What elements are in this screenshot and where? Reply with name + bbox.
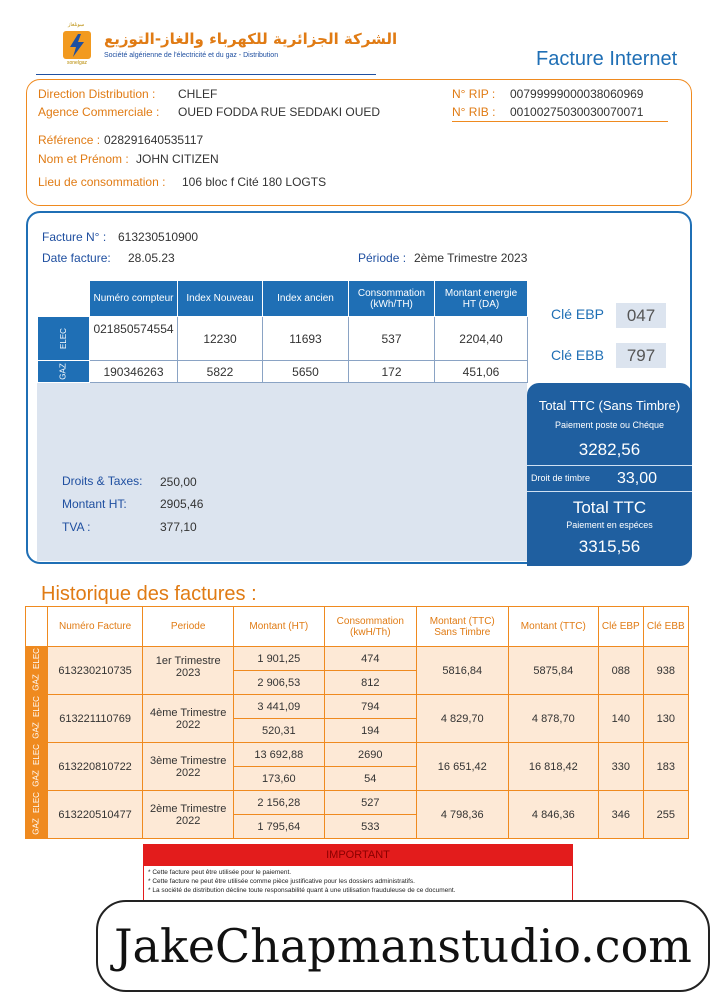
elec-tag: ELEC xyxy=(26,791,48,815)
hist-periode: 1er Trimestre 2023 xyxy=(143,647,234,695)
cle-ebp-value: 047 xyxy=(616,303,666,328)
direction-value: CHLEF xyxy=(178,87,218,101)
hist-col-facture: Numéro Facture xyxy=(47,607,142,647)
total-divider xyxy=(527,465,692,466)
table-row xyxy=(26,647,689,671)
cell-compteur: 021850574554 xyxy=(90,317,178,361)
meter-table xyxy=(37,280,528,383)
cell-index-ancien: 11693 xyxy=(263,317,349,361)
summary-area xyxy=(37,383,527,561)
hist-col-cle-ebp: Clé EBP xyxy=(599,607,643,647)
col-consommation: Consommation (kWh/TH) xyxy=(349,281,435,317)
hist-ttc-sans: 5816,84 xyxy=(417,647,509,695)
cell-compteur: 190346263 xyxy=(90,361,178,383)
paiement-poste-label: Paiement poste ou Chéque xyxy=(554,420,665,430)
table-row xyxy=(26,743,689,767)
droit-timbre-value: 33,00 xyxy=(617,470,658,487)
cell-montant: 451,06 xyxy=(435,361,528,383)
gaz-tag: GAZ xyxy=(26,671,48,695)
elec-tag: ELEC xyxy=(26,743,48,767)
cell-consommation: 172 xyxy=(349,361,435,383)
logo-top-text: سونلغاز xyxy=(68,22,85,28)
col-montant-energie: Montant energie HT (DA) xyxy=(435,281,528,317)
lieu-label: Lieu de consommation : xyxy=(38,175,166,189)
gaz-tag: GAZ xyxy=(26,767,48,791)
company-name-arabic: الشركة الجزائرية للكهرباء والغاز-التوزيع xyxy=(104,30,398,48)
periode-value: 2ème Trimestre 2023 xyxy=(414,251,528,265)
company-name-french: Société algérienne de l'électricité et du gaz - Distribution xyxy=(104,52,279,59)
rib-value: 00100275030030070071 xyxy=(510,105,644,119)
history-table xyxy=(25,606,689,839)
cell-consommation: 537 xyxy=(349,317,435,361)
row-type-tag: GAZ xyxy=(38,361,90,383)
droit-timbre-label: Droit de timbre xyxy=(531,473,591,483)
facture-number-label: Facture N° : xyxy=(42,230,107,244)
direction-label: Direction Distribution : xyxy=(38,87,156,101)
agence-label: Agence Commerciale : xyxy=(38,105,160,119)
tva-value: 377,10 xyxy=(160,520,197,534)
lieu-value: 106 bloc f Cité 180 LOGTS xyxy=(182,175,327,189)
elec-tag: ELEC xyxy=(26,695,48,719)
rib-underline xyxy=(452,121,668,122)
cle-ebb-value: 797 xyxy=(616,343,666,368)
hist-elec-ht: 3 441,09 xyxy=(234,695,325,719)
rip-value: 00799999000038060969 xyxy=(510,87,644,101)
name-value: JOHN CITIZEN xyxy=(136,152,219,166)
facture-number-value: 613230510900 xyxy=(118,230,199,244)
name-label: Nom et Prénom : xyxy=(38,152,129,166)
ttc-label: Total TTC xyxy=(572,498,647,517)
droits-taxes-value: 250,00 xyxy=(160,475,197,489)
hist-ttc-sans: 16 651,42 xyxy=(417,743,509,791)
montant-ht-label: Montant HT: xyxy=(62,497,127,511)
ttc-value: 3315,56 xyxy=(578,537,641,556)
reference-label: Référence : xyxy=(38,133,101,147)
hist-gaz-ht: 520,31 xyxy=(234,719,325,743)
col-index-nouveau: Index Nouveau xyxy=(178,281,263,317)
montant-ht-value: 2905,46 xyxy=(160,497,204,511)
hist-ebp: 346 xyxy=(599,791,643,839)
hist-ebb: 938 xyxy=(643,647,688,695)
watermark-banner xyxy=(96,900,710,992)
hist-ebb: 183 xyxy=(643,743,688,791)
hist-ebp: 330 xyxy=(599,743,643,791)
hist-ttc-sans: 4 798,36 xyxy=(417,791,509,839)
important-line: * La société de distribution décline toute responsabilité quant à une utilisation frauduleuse de ce document. xyxy=(148,886,456,894)
hist-ttc-sans: 4 829,70 xyxy=(417,695,509,743)
ttc-sans-timbre-value: 3282,56 xyxy=(578,440,641,459)
hist-col-ttc: Montant (TTC) xyxy=(508,607,599,647)
date-facture-label: Date facture: xyxy=(42,251,111,265)
agence-value: OUED FODDA RUE SEDDAKI OUED xyxy=(178,105,381,119)
hist-gaz-conso: 533 xyxy=(324,815,416,839)
table-row xyxy=(38,317,528,361)
elec-tag: ELEC xyxy=(26,647,48,671)
hist-elec-ht: 2 156,28 xyxy=(234,791,325,815)
cle-ebp-label: Clé EBP xyxy=(551,306,604,322)
hist-elec-conso: 474 xyxy=(324,647,416,671)
header-divider xyxy=(36,74,376,75)
hist-col-ttc-sans-timbre: Montant (TTC) Sans Timbre xyxy=(417,607,509,647)
periode-label: Période : xyxy=(358,251,407,265)
hist-ttc: 4 878,70 xyxy=(508,695,599,743)
rip-label: N° RIP : xyxy=(452,87,496,101)
gaz-tag: GAZ xyxy=(26,815,48,839)
hist-elec-conso: 794 xyxy=(324,695,416,719)
cell-index-ancien: 5650 xyxy=(263,361,349,383)
cell-montant: 2204,40 xyxy=(435,317,528,361)
logo-sub-text: sonelgaz xyxy=(66,60,87,66)
history-title: Historique des factures : xyxy=(41,583,257,605)
cell-index-nouveau: 12230 xyxy=(178,317,263,361)
hist-col-cle-ebb: Clé EBB xyxy=(643,607,688,647)
hist-facture: 613220810722 xyxy=(47,743,142,791)
hist-facture: 613230210735 xyxy=(47,647,142,695)
col-index-ancien: Index ancien xyxy=(263,281,349,317)
hist-elec-conso: 527 xyxy=(324,791,416,815)
important-line: * Cette facture peut être utilisée pour le paiement. xyxy=(148,869,292,876)
droits-taxes-label: Droits & Taxes: xyxy=(62,474,143,488)
rib-label: N° RIB : xyxy=(452,105,496,119)
hist-elec-conso: 2690 xyxy=(324,743,416,767)
table-row xyxy=(38,361,528,383)
total-divider xyxy=(527,491,692,492)
important-title: IMPORTANT xyxy=(143,844,573,866)
hist-gaz-ht: 1 795,64 xyxy=(234,815,325,839)
col-numero-compteur: Numéro compteur xyxy=(90,281,178,317)
tva-label: TVA : xyxy=(62,520,91,534)
ttc-sans-timbre-label: Total TTC (Sans Timbre) xyxy=(538,398,681,413)
hist-facture: 613221110769 xyxy=(47,695,142,743)
hist-col-montant-ht: Montant (HT) xyxy=(234,607,325,647)
hist-elec-ht: 1 901,25 xyxy=(234,647,325,671)
watermark-text: JakeChapmanstudio.com xyxy=(114,919,692,973)
hist-ttc: 5875,84 xyxy=(508,647,599,695)
hist-periode: 2ème Trimestre 2022 xyxy=(143,791,234,839)
hist-ttc: 4 846,36 xyxy=(508,791,599,839)
hist-col-periode: Periode xyxy=(143,607,234,647)
hist-elec-ht: 13 692,88 xyxy=(234,743,325,767)
paiement-especes-label: Paiement en espéces xyxy=(566,520,653,530)
important-line: * Cette facture ne peut être utilisée comme pièce justificative pour les dossiers administratifs. xyxy=(148,877,415,885)
hist-gaz-conso: 194 xyxy=(324,719,416,743)
table-row xyxy=(26,791,689,815)
date-facture-value: 28.05.23 xyxy=(128,251,175,265)
sonelgaz-logo-icon xyxy=(62,30,92,60)
gaz-tag: GAZ xyxy=(26,719,48,743)
hist-ebb: 130 xyxy=(643,695,688,743)
hist-ttc: 16 818,42 xyxy=(508,743,599,791)
row-type-tag: ELEC xyxy=(38,317,90,361)
reference-value: 028291640535117 xyxy=(104,133,204,147)
hist-gaz-ht: 173,60 xyxy=(234,767,325,791)
hist-ebp: 088 xyxy=(599,647,643,695)
hist-ebb: 255 xyxy=(643,791,688,839)
hist-gaz-conso: 812 xyxy=(324,671,416,695)
hist-col-consommation: Consommation (kwH/Th) xyxy=(324,607,416,647)
hist-gaz-ht: 2 906,53 xyxy=(234,671,325,695)
cell-index-nouveau: 5822 xyxy=(178,361,263,383)
hist-periode: 4ème Trimestre 2022 xyxy=(143,695,234,743)
hist-ebp: 140 xyxy=(599,695,643,743)
header xyxy=(0,0,720,80)
hist-periode: 3ème Trimestre 2022 xyxy=(143,743,234,791)
total-panel xyxy=(527,383,692,566)
table-row xyxy=(26,695,689,719)
hist-gaz-conso: 54 xyxy=(324,767,416,791)
hist-facture: 613220510477 xyxy=(47,791,142,839)
cle-ebb-label: Clé EBB xyxy=(551,347,604,363)
document-title: Facture Internet xyxy=(536,48,678,70)
